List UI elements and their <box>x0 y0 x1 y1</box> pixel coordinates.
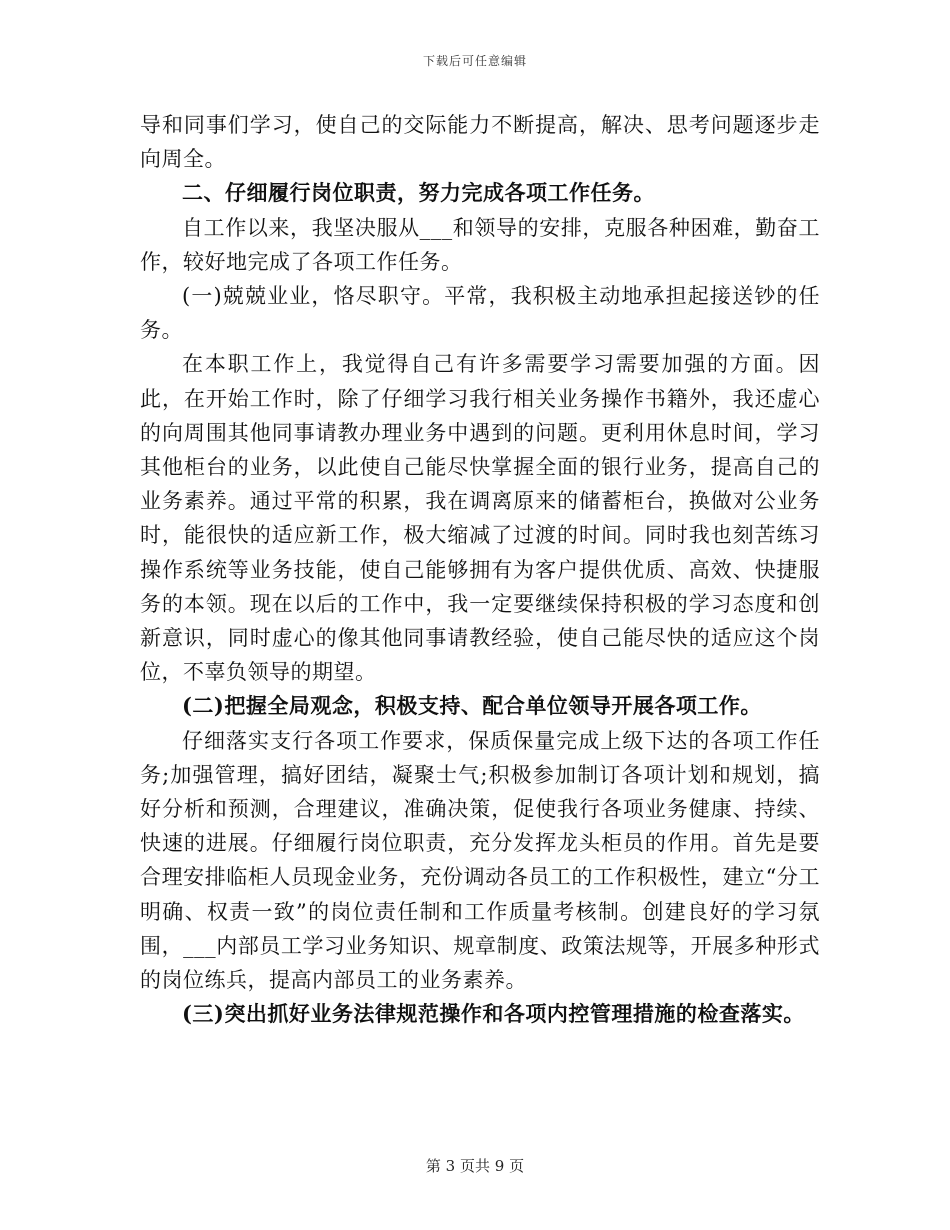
subsection-heading-2: (二)把握全局观念，积极支持、配合单位领导开展各项工作。 <box>182 693 762 719</box>
section-heading-2: 二、仔细履行岗位职责，努力完成各项工作任务。 <box>182 180 655 206</box>
page-header: 下载后可任意编辑 <box>422 54 527 68</box>
paragraph: (一)兢兢业业，恪尽职守。平常，我积极主动地承担起接送钞的任务。 <box>140 284 820 343</box>
paragraph: 自工作以来，我坚决服从___和领导的安排，克服各种困难，勤奋工作，较好地完成了各项工作任务。 <box>140 215 820 274</box>
subsection-heading-3: (三)突出抓好业务法律规范操作和各项内控管理措施的检查落实。 <box>182 1001 805 1027</box>
paragraph-continuation: 导和同事们学习，使自己的交际能力不断提高，解决、思考问题逐步走向周全。 <box>140 113 820 172</box>
paragraph: 在本职工作上，我觉得自己有许多需要学习需要加强的方面。因此，在开始工作时，除了仔细学习我行相关业务操作书籍外，我还虚心的向周围其他同事请教办理业务中遇到的问题。更利用休息时间，学习其他柜台的业务，以此使自己能尽快掌握全面的银行业务，提高自己的业务素养。通过平常的积累，我在调离原来的储蓄柜台，换做对公业务时，能很快的适应新工作，极大缩减了过渡的时间。同时我也刻苦练习操作系统等业务技能，使自己能够拥有为客户提供优质、高效、快捷服务的本领。现在以后的工作中，我一定要继续保持积极的学习态度和创新意识，同时虚心的像其他同事请教经验，使自己能尽快的适应这个岗位，不辜负领导的期望。 <box>140 352 820 685</box>
page-footer: 第 3 页共 9 页 <box>425 1157 525 1175</box>
document-body <box>140 108 820 1031</box>
paragraph: 仔细落实支行各项工作要求，保质保量完成上级下达的各项工作任务;加强管理，搞好团结，凝聚士气;积极参加制订各项计划和规划，搞好分析和预测，合理建议，准确决策，促使我行各项业务健康、持续、快速的进展。仔细履行岗位职责，充分发挥龙头柜员的作用。首先是要合理安排临柜人员现金业务，充份调动各员工的工作积极性，建立“分工明确、权责一致”的岗位责任制和工作质量考核制。创建良好的学习氛围，___内部员工学习业务知识、规章制度、政策法规等，开展多种形式的岗位练兵，提高内部员工的业务素养。 <box>140 728 820 993</box>
